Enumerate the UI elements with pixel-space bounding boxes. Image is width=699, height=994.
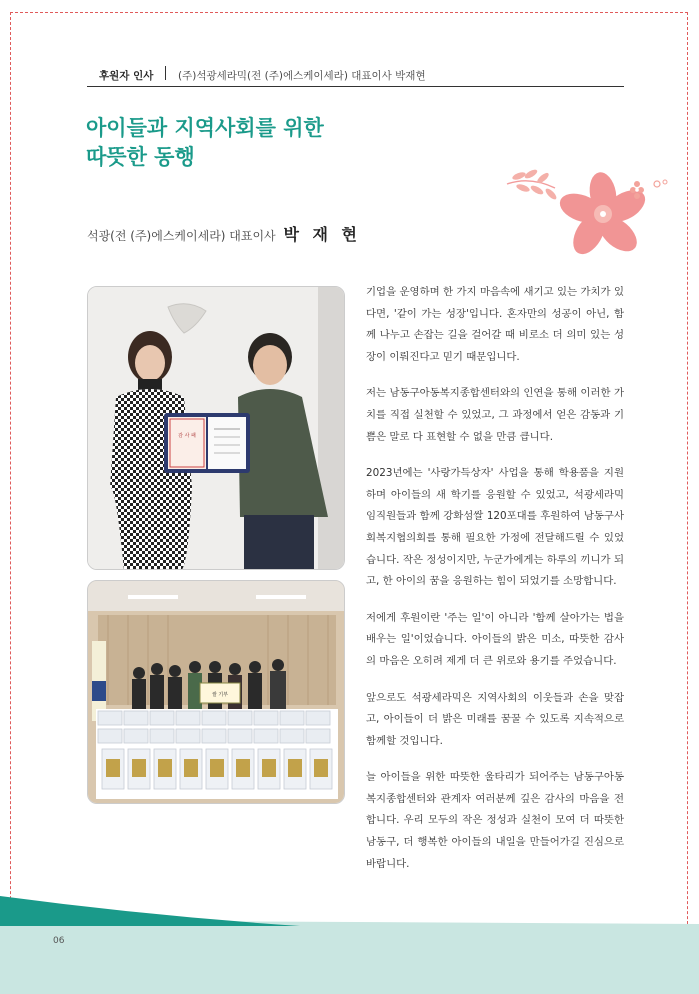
photo-certificate-handover (87, 286, 345, 570)
section-header (87, 66, 624, 87)
header-divider (165, 66, 166, 80)
paragraph: 저는 남동구아동복지종합센터와의 인연을 통해 이러한 가치를 직접 실천할 수 있었고, 그 과정에서 얻은 감동과 기쁨은 말로 다 표현할 수 없을 만큼 큽니다. (366, 387, 624, 443)
flower-decoration (505, 162, 685, 272)
paragraph: 앞으로도 석광세라믹은 지역사회의 이웃들과 손을 맞잡고, 아이들이 더 밝은 미래를 꿈꿀 수 있도록 지속적으로 함께할 것입니다. (366, 691, 624, 747)
donation-banner: 쌀 기부 (211, 692, 229, 698)
paragraph: 2023년에는 '사랑가득상자' 사업을 통해 학용품을 지원하며 아이들의 새 학기를 응원할 수 있었고, 석광세라믹 임직원들과 함께 강화섬쌀 120포대를 후원하여 남동구사회복지협의회를 통해 필요한 가정에 전달해드릴 수 있었습니다. 작은 정성이지만, 누군가에게는 하루의 끼니가 되고, 한 아이의 꿈을 응원하는 힘이 되었기를 소망합니다. (366, 467, 624, 588)
footer-wave (0, 890, 699, 994)
title-line-2: 따뜻한 동행 (86, 145, 195, 169)
paragraph: 기업을 운영하며 한 가지 마음속에 새기고 있는 가치가 있다면, '같이 가는 성장'입니다. 혼자만의 성공이 아닌, 함께 나누고 손잡는 길을 걸어갈 때 비로소 더 의미 있는 성장이 이뤄진다고 믿기 때문입니다. (366, 286, 624, 363)
title-line-1: 아이들과 지역사회를 위한 (86, 116, 324, 140)
article-body (366, 282, 624, 890)
certificate-title: 감 사 패 (178, 433, 196, 439)
page-number: 06 (53, 936, 65, 946)
branch-icon (507, 168, 558, 201)
author-role: 석광(전 (주)에스케이세라) 대표이사 (87, 229, 276, 243)
paragraph: 늘 아이들을 위한 따뜻한 울타리가 되어주는 남동구아동복지종합센터와 관계자 여러분께 깊은 감사의 마음을 전합니다. 우리 모두의 작은 정성과 실천이 모여 더 따뜻한 남동구, 더 행복한 아이들의 내일을 만들어가길 진심으로 바랍니다. (366, 771, 624, 870)
author-name: 박 재 현 (283, 225, 361, 244)
article-title (86, 114, 324, 172)
author-byline (87, 222, 361, 245)
photo-rice-donation (87, 580, 345, 804)
section-label: 후원자 인사 (99, 70, 154, 82)
header-subtitle: (주)석광세라믹(전 (주)에스케이세라) 대표이사 박재현 (178, 70, 426, 82)
paragraph: 저에게 후원이란 '주는 일'이 아니라 '함께 살아가는 법을 배우는 일'이었습니다. 아이들의 밝은 미소, 따뜻한 감사의 마음은 오히려 제게 더 큰 위로와 용기를 주었습니다. (366, 611, 624, 667)
